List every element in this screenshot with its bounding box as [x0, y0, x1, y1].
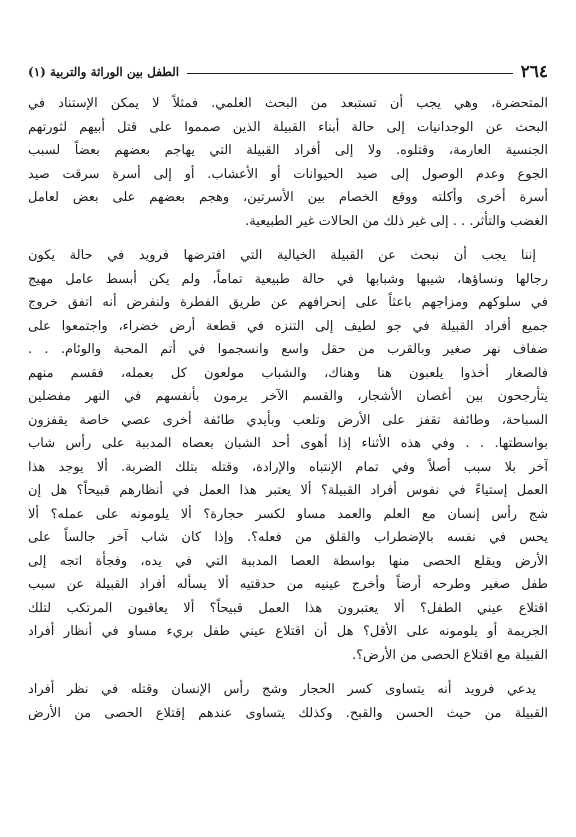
text-line: الجنسية العارمة، وقتلوه. ولا إلى أفراد القبيلة التي يهاجم بعضهم بعضاً لسبب — [28, 143, 548, 158]
text-line: الجوع وعدم الوصول إلى صيد الحيوانات أو الأعشاب. أو إلى أسرة سرقت صيد — [28, 166, 548, 182]
text-line: آخر بلا سبب أصلاً وفي تمام الإنتباه والإرادة، وقتله بتلك الضربة. ألا يوجد هذا — [28, 459, 548, 475]
text-line: الجريمة أو يلومونه على الأقل؟ هل أن اقتلاع عيني طفل بريء مساو في أنظار أفراد — [28, 624, 548, 639]
paragraph-gap — [28, 667, 548, 678]
text-line: في سلوكهم ومزاجهم باعثاً على إنحرافهم عن طريق الفطرة ولنفرض أنه اتفق خروج — [28, 295, 548, 310]
text-line: السباحة، وطائفة تقفز على الأرض وتلعب وبأيدي طائفة أخرى عصي خاصة يقفزون — [28, 412, 548, 428]
text-line: فالصغار أخذوا يلعبون هنا وهناك، والشباب مولعون كل بعمله، فقسم منهم — [28, 365, 548, 381]
text-line: الأرض ويقلع الحصى منها بواسطة العصا المدببة التي في يده، وفجأة اتجه إلى — [28, 553, 548, 569]
running-title: الطفل بين الوراثة والتربية (١) — [28, 65, 180, 79]
page-number: ٢٦٤ — [520, 62, 548, 82]
text-line: ضفاف نهر صغير وبالقرب من حقل واسع وانسجموا في أتم المحبة والوئام. . . — [28, 342, 548, 357]
text-line: طفل صغير وطرحه أرضاً وأخرج عينيه من حدقتيه ألا يسأله أفراد القبيلة عن سبب — [28, 577, 548, 592]
paragraph-1 — [28, 92, 548, 233]
text-line: الغضب والتأثر. . . إلى غير ذلك من الحالات غير الطبيعية. — [245, 213, 548, 229]
text-line: القبيلة مع اقتلاع الحصى من الأرض؟. — [351, 647, 548, 663]
page-body — [28, 92, 548, 725]
page-header — [28, 62, 548, 82]
paragraph-2 — [28, 244, 548, 667]
text-line: جميع أفراد القبيلة في جو لطيف إلى التنزه في قطعة أرض خضراء، واجتمعوا على — [28, 318, 548, 334]
text-line: يحس في نفسه بالإضطراب والقلق من فعله؟. وإذا كان شاب آخر جالساً على — [28, 530, 548, 545]
text-line: القبيلة من حيث الحسن والقبح. وكذلك يتساوى عندهم إقتلاع الحصى من الأرض — [28, 705, 548, 721]
text-line: شج رأس إنسان مع العلم والعمد مساو لكسر حجارة؟ ألا يلومونه على عمله؟ ألا — [28, 506, 548, 522]
text-line: البحث عن الوجدانيات إلى حالة أبناء القبيلة الذين صمموا على قتل أبيهم لثورتهم — [28, 119, 548, 135]
text-line: بواسطتها. . . وفي هذه الأثناء إذا أهوى أحد الشبان بعصاه المدببة على رأس شاب — [28, 436, 548, 451]
text-line: أسرة أخرى وأكلته ووقع الخصام بين الأسرتين، وهجم بعضهم على بعض لعامل — [28, 190, 548, 205]
text-line: المتحضرة، وهي يجب أن تستبعد من البحث العلمي. فمثلاً لا يمكن الإستناد في — [28, 96, 548, 111]
text-line: يتأرجحون بين أغصان الأشجار، والقسم الآخر يرمون بأنفسهم في النهر مفضلين — [28, 389, 548, 404]
paragraph-3 — [28, 678, 548, 725]
text-line: رجالها ونساؤها، شيبها وشبابها في حالة طبيعية تماماً، ولم يكن أبسط عامل مهيج — [28, 271, 548, 287]
paragraph-gap — [28, 233, 548, 244]
text-line: اقتلاع عيني الطفل؟ ألا يعتبرون هذا العمل قبيحاً؟ ألا يعاقبون المرتكب لتلك — [28, 600, 548, 616]
header-rule — [187, 73, 512, 74]
text-line: يدعي فرويد أنه يتساوى كسر الحجار وشج رأس الإنسان وقتله في نظر أفراد — [28, 682, 536, 697]
text-line: العمل إستياءً في نفوس أفراد القبيلة؟ ألا يعتبر هذا العمل في أنظارهم قبيحاً؟ هل إن — [28, 483, 548, 498]
text-line: إننا يجب أن نبحث عن القبيلة الخيالية التي افترضها فرويد في حالة يكون — [28, 248, 536, 263]
